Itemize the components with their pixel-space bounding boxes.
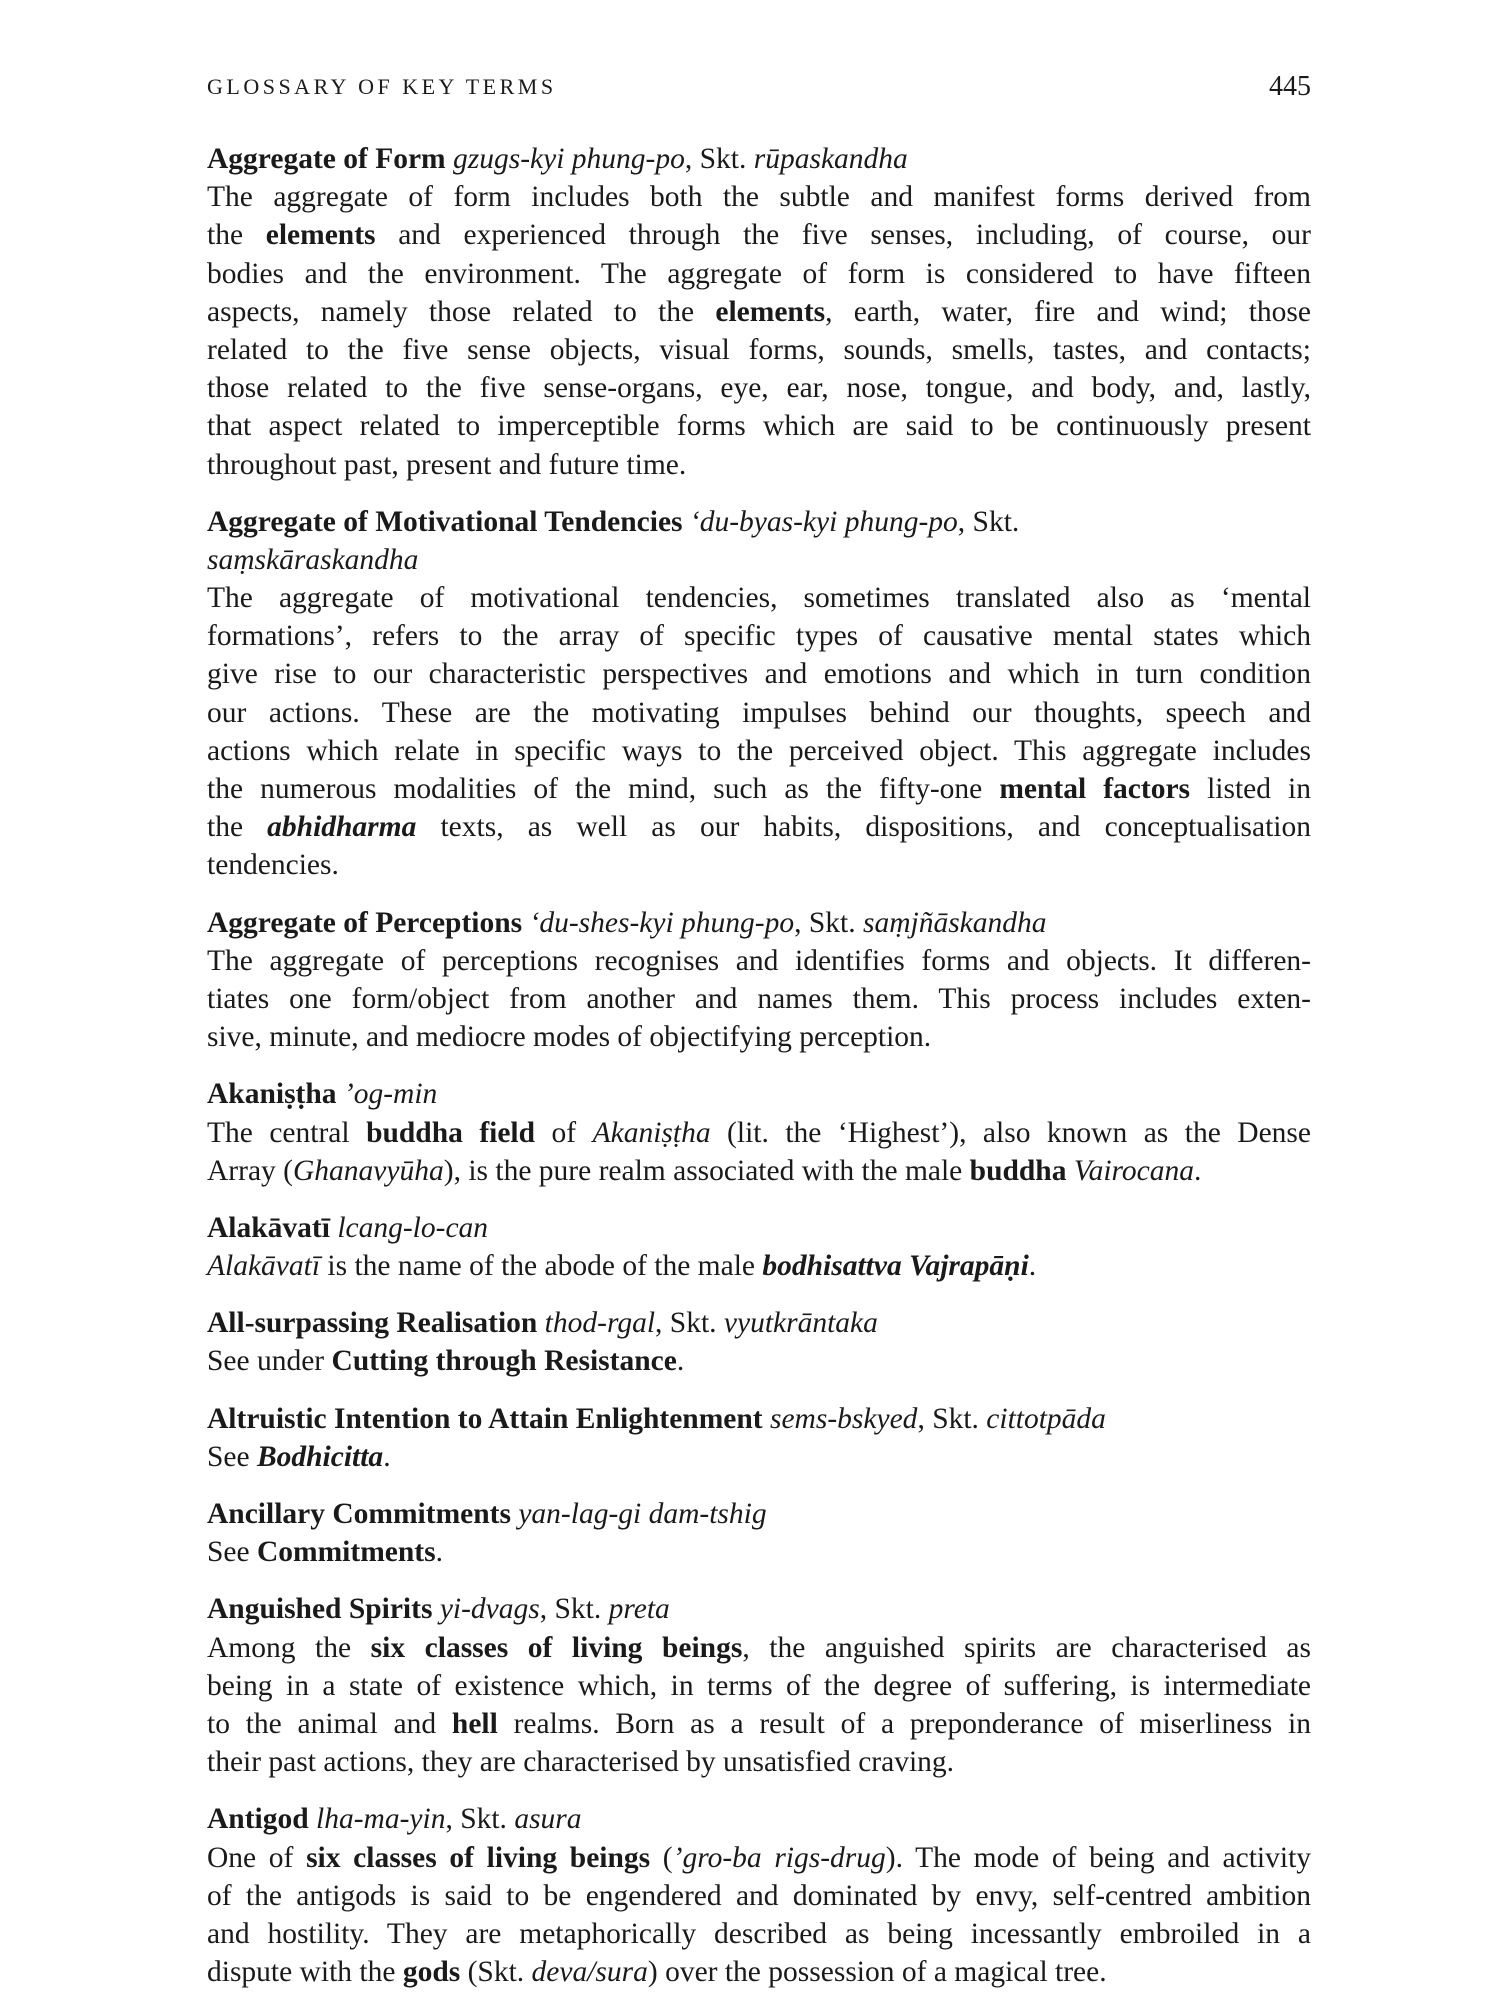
bold-term: Alakāvatī <box>207 1211 338 1244</box>
italic-term: lha-ma-yin <box>316 1803 446 1836</box>
bold-term: Antigod <box>207 1803 317 1836</box>
entry-headword-line <box>207 541 1311 579</box>
italic-term: preta <box>608 1593 670 1626</box>
text-run: See under <box>207 1345 332 1378</box>
entry-headword-line <box>207 904 1311 942</box>
entry-headword-line <box>207 503 1311 541</box>
entry-definition-line <box>207 446 1311 484</box>
text-run: Array ( <box>207 1154 293 1187</box>
bold-term: six classes of living beings <box>370 1631 743 1664</box>
bold-term: Ancillary Commitments <box>207 1498 519 1530</box>
italic-term: saṃjñāskandha <box>862 906 1047 939</box>
text-run: the <box>207 811 268 844</box>
text-run: , Skt. <box>917 1402 987 1435</box>
entry-definition-line <box>207 1743 1311 1781</box>
entry-definition-line <box>207 579 1311 617</box>
entry-definition-line <box>207 1705 1311 1743</box>
entry-headword-line <box>207 1400 1311 1438</box>
entry-definition-line <box>207 407 1311 445</box>
italic-term: deva/sura <box>531 1956 648 1989</box>
text-run: The aggregate of form includes both the subtle and manifest forms derived from <box>207 181 1311 214</box>
text-run: is the name of the abode of the male <box>320 1250 763 1283</box>
text-run: give rise to our characteristic perspectives and emotions and which in turn condition <box>207 658 1311 691</box>
page-number: 445 <box>1269 71 1311 102</box>
italic-term: yan-lag-gi dam-tshig <box>518 1498 767 1530</box>
italic-term: Alakāvatī <box>207 1250 321 1283</box>
text-run: See <box>207 1440 257 1473</box>
text-run: texts, as well as our habits, dispositions, and conceptualisation <box>416 811 1311 844</box>
text-run: our actions. These are the motivating impulses behind our thoughts, speech and <box>207 696 1311 729</box>
text-run: their past actions, they are characterised by unsatisfied craving. <box>207 1746 955 1779</box>
running-title: GLOSSARY OF KEY TERMS <box>207 74 557 99</box>
italic-term: vyutkrāntaka <box>723 1307 878 1340</box>
entry-definition-line <box>207 846 1311 884</box>
italic-term: yi-dvags <box>439 1593 540 1626</box>
text-run: , Skt. <box>957 505 1020 538</box>
glossary-entries <box>207 140 1311 2010</box>
bold-term: Aggregate of Motivational Tendencies <box>207 505 690 538</box>
text-run: tendencies. <box>207 849 339 882</box>
text-run: , Skt. <box>684 143 754 175</box>
glossary-entry <box>207 140 1311 484</box>
text-run: those related to the five sense-organs, eye, ear, nose, tongue, and body, and, lastly, <box>207 372 1311 405</box>
glossary-entry <box>207 503 1311 885</box>
text-run: to the animal and <box>207 1707 452 1740</box>
text-run: Among the <box>207 1631 371 1664</box>
bold-term: mental factors <box>999 773 1191 805</box>
glossary-entry <box>207 1209 1311 1285</box>
bold-term: gods <box>402 1956 461 1989</box>
text-run: realms. Born as a result of a preponderance of miserliness in <box>497 1707 1311 1740</box>
bold-term: Commitments <box>256 1536 436 1569</box>
text-run: , Skt. <box>445 1803 515 1836</box>
glossary-entry <box>207 904 1311 1057</box>
bold-term: hell <box>451 1707 498 1740</box>
entry-definition-line <box>207 1667 1311 1705</box>
entry-definition-line <box>207 1839 1311 1877</box>
italic-term: sems-bskyed <box>769 1402 918 1435</box>
entry-definition-line <box>207 178 1311 216</box>
entry-headword-line <box>207 1800 1311 1838</box>
bold-term: Altruistic Intention to Attain Enlightenment <box>207 1402 770 1435</box>
text-run: aspects, namely those related to the <box>207 295 716 328</box>
italic-term: ‘du-shes-kyi phung-po <box>529 906 795 939</box>
entry-headword-line <box>207 1590 1311 1628</box>
text-run: that aspect related to imperceptible forms which are said to be continuously present <box>207 410 1311 443</box>
text-run: The central <box>207 1116 367 1149</box>
bold-term: Cutting through Resistance <box>331 1345 677 1378</box>
text-run: the numerous modalities of the mind, such as the fifty-one <box>207 773 1000 805</box>
text-run: (Skt. <box>460 1956 532 1989</box>
text-run: (lit. the ‘Highest’), also known as the Dense <box>710 1116 1311 1149</box>
glossary-entry <box>207 1075 1311 1190</box>
text-run: One of <box>207 1841 307 1874</box>
text-run: related to the five sense objects, visual forms, sounds, smells, tastes, and contacts; <box>207 333 1311 366</box>
entry-definition-line <box>207 617 1311 655</box>
text-run <box>1066 1155 1073 1187</box>
entry-definition-line <box>207 770 1311 808</box>
text-run: See <box>207 1536 257 1569</box>
bold-term: Aggregate of Perceptions <box>207 906 530 939</box>
text-run: and experienced through the five senses, including, of course, our <box>375 219 1311 252</box>
entry-definition-line <box>207 808 1311 846</box>
entry-definition-line <box>207 1018 1311 1056</box>
text-run: The aggregate of motivational tendencies, sometimes translated also as ‘mental <box>207 582 1311 615</box>
text-run: ( <box>650 1841 673 1874</box>
text-run: bodies and the environment. The aggregate of form is considered to have fifteen <box>207 257 1311 290</box>
text-run: ). The mode of being and activity <box>885 1841 1312 1874</box>
entry-headword-line <box>207 1495 1311 1533</box>
italic-term: Akaniṣṭha <box>592 1116 711 1149</box>
bold-term: Aggregate of Form <box>207 143 454 175</box>
bold-term: buddha field <box>366 1116 536 1149</box>
text-run: ), is the pure realm associated with the male <box>443 1154 970 1187</box>
italic-term: saṃskāraskandha <box>207 543 419 576</box>
bold-term: buddha <box>969 1154 1067 1187</box>
text-run: . <box>1028 1250 1037 1283</box>
text-run: and hostility. They are metaphorically described as being incessantly embroiled in a <box>207 1917 1311 1950</box>
text-run: . <box>676 1345 685 1378</box>
text-run: , the anguished spirits are characterised as <box>742 1631 1312 1664</box>
entry-definition-line <box>207 1915 1311 1953</box>
text-run: being in a state of existence which, in terms of the degree of suffering, is intermediate <box>207 1669 1311 1702</box>
entry-definition-line <box>207 732 1311 770</box>
entry-headword-line <box>207 1075 1311 1113</box>
italic-term: lcang-lo-can <box>337 1211 489 1244</box>
entry-definition-line <box>207 216 1311 254</box>
entry-definition-line <box>207 1114 1311 1152</box>
italic-term: Vairocana <box>1073 1154 1195 1187</box>
entry-headword-line <box>207 1304 1311 1342</box>
bold-term: Akaniṣṭha <box>207 1078 344 1111</box>
entry-headword-line <box>207 1209 1311 1247</box>
italic-term: gzugs-kyi phung-po <box>453 143 685 175</box>
entry-definition-line <box>207 655 1311 693</box>
glossary-entry <box>207 1495 1311 1571</box>
text-run: , Skt. <box>794 906 863 939</box>
italic-term: asura <box>514 1803 582 1836</box>
entry-definition-line <box>207 255 1311 293</box>
text-run: formations’, refers to the array of specific types of causative mental states which <box>207 620 1311 653</box>
italic-term: thod-rgal <box>544 1307 656 1340</box>
text-run: sive, minute, and mediocre modes of objectifying perception. <box>207 1021 932 1054</box>
glossary-entry <box>207 1590 1311 1781</box>
text-run: . <box>435 1536 443 1569</box>
bold-term: elements <box>265 219 376 252</box>
glossary-entry <box>207 1400 1311 1476</box>
entry-definition-line <box>207 1953 1311 1991</box>
entry-definition-line <box>207 1247 1311 1285</box>
entry-definition-line <box>207 1533 1311 1571</box>
entry-definition-line <box>207 1152 1311 1190</box>
bold-term: All-surpassing Realisation <box>207 1307 545 1340</box>
entry-definition-line <box>207 1877 1311 1915</box>
entry-definition-line <box>207 331 1311 369</box>
bold-italic-term: abhidharma <box>267 811 417 844</box>
italic-term: cittotpāda <box>986 1402 1106 1435</box>
entry-definition-line <box>207 980 1311 1018</box>
text-run: of the antigods is said to be engendered and dominated by envy, self-centred ambition <box>207 1879 1311 1912</box>
entry-definition-line <box>207 1438 1311 1476</box>
text-run: actions which relate in specific ways to the perceived object. This aggregate includes <box>207 734 1311 767</box>
text-run: throughout past, present and future time. <box>207 448 687 481</box>
bold-term: Anguished Spirits <box>207 1593 440 1626</box>
text-run: , Skt. <box>539 1593 609 1626</box>
italic-term: ’og-min <box>343 1078 438 1111</box>
text-run: listed in <box>1190 773 1311 805</box>
text-run: , earth, water, fire and wind; those <box>825 295 1311 328</box>
running-header <box>207 68 1311 106</box>
text-run: . <box>383 1440 391 1473</box>
entry-headword-line <box>207 140 1311 178</box>
entry-definition-line <box>207 293 1311 331</box>
bold-term: elements <box>715 295 826 328</box>
text-run: dispute with the <box>207 1956 403 1989</box>
italic-term: rūpaskandha <box>753 143 908 175</box>
entry-definition-line <box>207 694 1311 732</box>
italic-term: Ghanavyūha <box>293 1154 444 1187</box>
bold-italic-term: bodhisattva Vajrapāṇi <box>762 1250 1029 1283</box>
text-run: The aggregate of perceptions recognises and identifies forms and objects. It differen- <box>207 944 1311 977</box>
text-run: , Skt. <box>655 1307 724 1340</box>
text-run: . <box>1194 1154 1202 1187</box>
bold-term: six classes of living beings <box>306 1841 651 1874</box>
entry-definition-line <box>207 1629 1311 1667</box>
italic-term: ’gro-ba rigs-drug <box>672 1841 886 1874</box>
text-run: ) over the possession of a magical tree. <box>647 1956 1107 1989</box>
bold-italic-term: Bodhicitta <box>256 1440 384 1473</box>
text-run: the <box>207 219 266 252</box>
text-run: tiates one form/object from another and names them. This process includes exten- <box>207 982 1311 1015</box>
text-run: of <box>535 1116 593 1149</box>
glossary-entry <box>207 1800 1311 1991</box>
glossary-entry <box>207 1304 1311 1380</box>
italic-term: ‘du-byas-kyi phung-po <box>689 505 958 538</box>
entry-definition-line <box>207 369 1311 407</box>
entry-definition-line <box>207 942 1311 980</box>
entry-definition-line <box>207 1342 1311 1380</box>
